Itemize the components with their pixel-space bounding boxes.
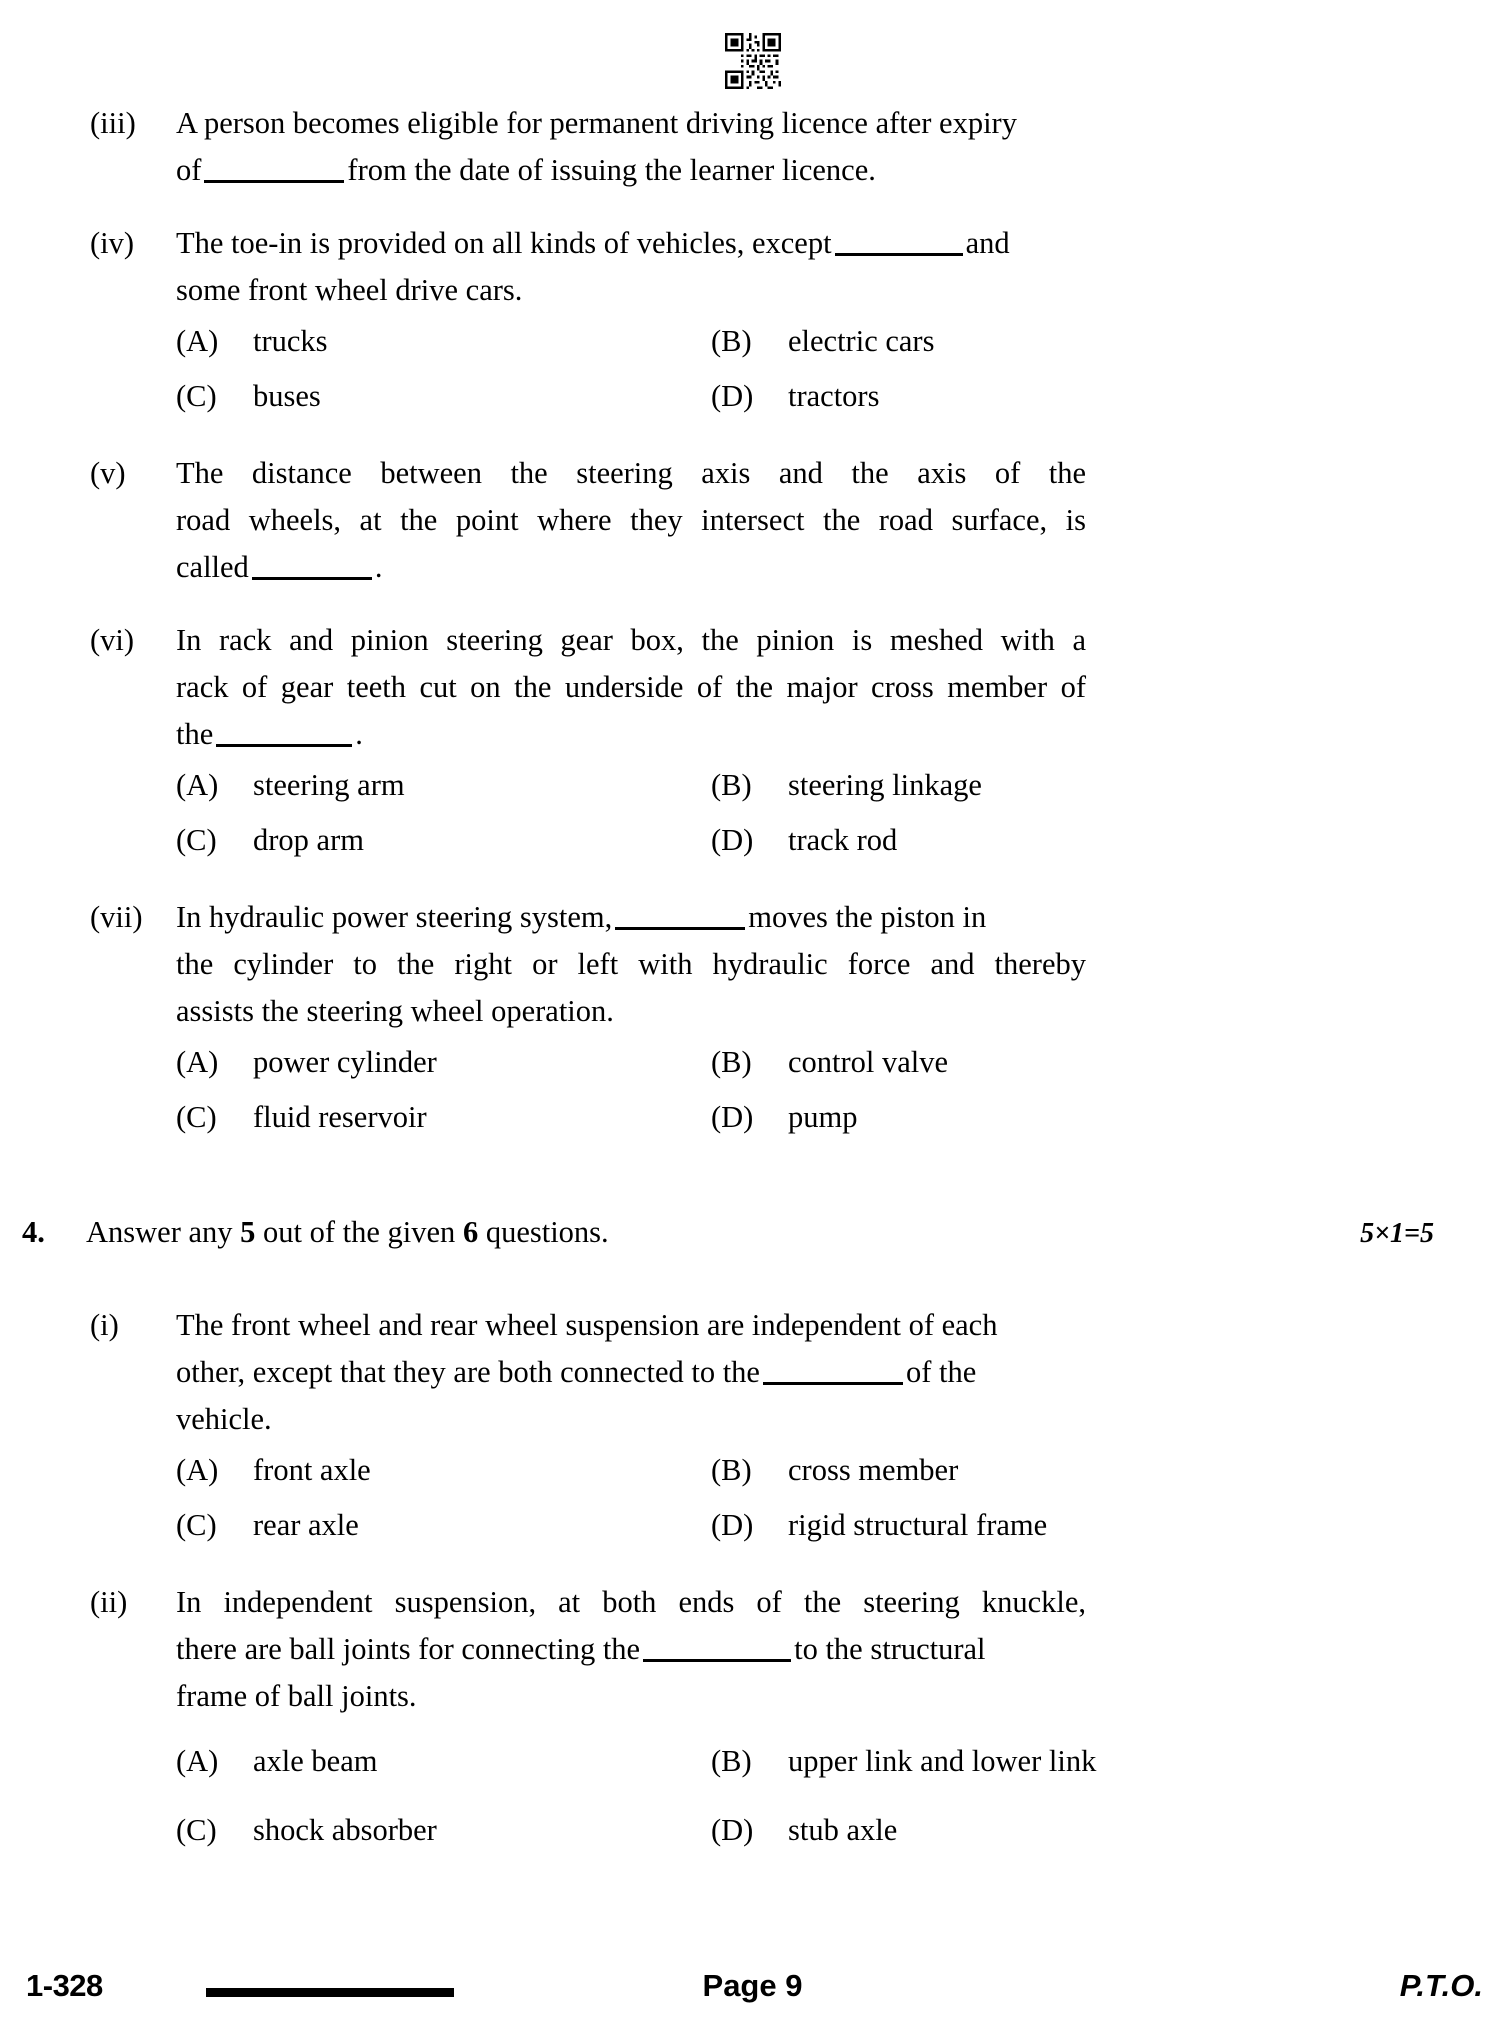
question-line-3-pre: called bbox=[176, 550, 249, 584]
option-key: (C) bbox=[176, 823, 217, 857]
option-label: control valve bbox=[788, 1045, 949, 1079]
option-a[interactable] bbox=[176, 1035, 711, 1090]
option-b[interactable] bbox=[711, 1443, 958, 1498]
question-marker: (i) bbox=[90, 1308, 119, 1342]
question-line-1: A person becomes eligible for permanent driving licence after expiry bbox=[176, 106, 1017, 140]
question-text bbox=[176, 617, 1086, 758]
option-key: (B) bbox=[711, 324, 752, 358]
option-label: pump bbox=[788, 1100, 858, 1134]
fill-in-blank bbox=[615, 903, 745, 930]
option-row bbox=[176, 1090, 1160, 1145]
question-line-3 bbox=[176, 544, 1086, 591]
options-3-vii bbox=[0, 1035, 1160, 1145]
question-line-1 bbox=[176, 894, 1086, 941]
option-key: (C) bbox=[176, 1813, 217, 1847]
option-key: (B) bbox=[711, 1045, 752, 1079]
question-marker: (vi) bbox=[90, 623, 135, 657]
question-3-v bbox=[0, 450, 1505, 591]
option-row bbox=[176, 314, 1160, 369]
option-b[interactable] bbox=[711, 1734, 1096, 1789]
option-a[interactable] bbox=[176, 758, 711, 813]
option-b[interactable] bbox=[711, 1035, 948, 1090]
option-key: (C) bbox=[176, 379, 217, 413]
question-line-2: rack of gear teeth cut on the underside of the major cross member of bbox=[176, 670, 1086, 704]
marks-allocation: 5×1=5 bbox=[1360, 1218, 1434, 1249]
option-key: (B) bbox=[711, 1744, 752, 1778]
options-3-vi bbox=[0, 758, 1160, 868]
option-key: (A) bbox=[176, 768, 219, 802]
option-label: trucks bbox=[253, 324, 328, 358]
question-line-2-pre: of bbox=[176, 153, 202, 187]
question-marker: (ii) bbox=[90, 1585, 128, 1619]
option-key: (B) bbox=[711, 1453, 752, 1487]
question-text bbox=[176, 1579, 1086, 1720]
options-4-i bbox=[0, 1443, 1160, 1553]
paper-code: 1-328 bbox=[26, 1968, 103, 2003]
question-3-iv bbox=[0, 220, 1505, 314]
count-total: 6 bbox=[462, 1215, 479, 1249]
question-line-3 bbox=[176, 711, 1086, 758]
option-a[interactable] bbox=[176, 314, 711, 369]
question-line-2-post: to the structural bbox=[794, 1632, 986, 1666]
option-d[interactable] bbox=[711, 1803, 897, 1858]
option-b[interactable] bbox=[711, 314, 934, 369]
instruction-part-2: out of the given bbox=[255, 1215, 463, 1249]
option-c[interactable] bbox=[176, 1498, 711, 1553]
question-4-i bbox=[0, 1302, 1505, 1443]
fill-in-blank bbox=[643, 1635, 791, 1662]
question-line-1: The toe-in is provided on all kinds of vehicles, except bbox=[176, 226, 832, 260]
question-line-3-post: . bbox=[355, 717, 363, 751]
option-label: tractors bbox=[788, 379, 880, 413]
option-row bbox=[176, 1498, 1160, 1553]
option-label: stub axle bbox=[788, 1813, 898, 1847]
option-label: buses bbox=[253, 379, 321, 413]
options-3-iv bbox=[0, 314, 1160, 424]
question-line-1-tail: and bbox=[965, 226, 1010, 260]
option-key: (D) bbox=[711, 1508, 754, 1542]
options-4-ii bbox=[0, 1734, 1160, 1858]
option-key: (A) bbox=[176, 1453, 219, 1487]
question-text bbox=[176, 1302, 1086, 1443]
option-label: steering linkage bbox=[788, 768, 982, 802]
question-3-vii bbox=[0, 894, 1505, 1035]
question-marker: (vii) bbox=[90, 900, 143, 934]
option-label: shock absorber bbox=[253, 1813, 437, 1847]
option-key: (D) bbox=[711, 379, 754, 413]
option-d[interactable] bbox=[711, 369, 879, 424]
question-line-2: road wheels, at the point where they intersect the road surface, is bbox=[176, 503, 1086, 537]
option-key: (C) bbox=[176, 1508, 217, 1542]
question-line-3: vehicle. bbox=[176, 1402, 272, 1436]
fill-in-blank bbox=[252, 553, 372, 580]
pto-label: P.T.O. bbox=[1399, 1968, 1483, 2003]
question-line-1-pre: In hydraulic power steering system, bbox=[176, 900, 613, 934]
question-line-2: some front wheel drive cars. bbox=[176, 273, 523, 307]
question-text bbox=[176, 450, 1086, 591]
question-line-3: assists the steering wheel operation. bbox=[176, 994, 614, 1028]
option-a[interactable] bbox=[176, 1443, 711, 1498]
question-marker: (v) bbox=[90, 456, 126, 490]
option-d[interactable] bbox=[711, 813, 897, 868]
option-label: steering arm bbox=[253, 768, 405, 802]
question-line-1: In independent suspension, at both ends of the steering knuckle, bbox=[176, 1585, 1086, 1619]
question-text bbox=[176, 100, 1086, 194]
question-line-2 bbox=[176, 1349, 1086, 1396]
instruction-part-1: Answer any bbox=[86, 1215, 241, 1249]
question-line-2-pre: other, except that they are both connected to the bbox=[176, 1355, 760, 1389]
option-label: front axle bbox=[253, 1453, 371, 1487]
question-3-vi bbox=[0, 617, 1505, 758]
question-line-2: the cylinder to the right or left with hydraulic force and thereby bbox=[176, 947, 1086, 981]
question-line-3: frame of ball joints. bbox=[176, 1679, 417, 1713]
question-line-3-pre: the bbox=[176, 717, 214, 751]
question-content bbox=[0, 100, 1505, 1858]
question-line-3-post: . bbox=[374, 550, 383, 584]
question-4-instruction bbox=[86, 1209, 1360, 1256]
question-line-1: The distance between the steering axis and the axis of the bbox=[176, 456, 1086, 490]
option-label: cross member bbox=[788, 1453, 959, 1487]
option-key: (A) bbox=[176, 324, 219, 358]
option-c[interactable] bbox=[176, 1803, 711, 1858]
option-label: upper link and lower link bbox=[788, 1744, 1097, 1778]
option-label: rear axle bbox=[253, 1508, 359, 1542]
page-footer bbox=[0, 1960, 1505, 2020]
option-row bbox=[176, 813, 1160, 868]
fill-in-blank bbox=[763, 1358, 903, 1385]
fill-in-blank bbox=[835, 229, 963, 256]
question-line-2-post: of the bbox=[905, 1355, 977, 1389]
option-label: track rod bbox=[788, 823, 898, 857]
option-row bbox=[176, 1734, 1160, 1789]
option-row bbox=[176, 758, 1160, 813]
question-line-2-pre: there are ball joints for connecting the bbox=[176, 1632, 641, 1666]
option-row bbox=[176, 1035, 1160, 1090]
question-text bbox=[176, 220, 1086, 314]
option-d[interactable] bbox=[711, 1498, 1047, 1553]
question-line-2-post: from the date of issuing the learner licence. bbox=[347, 153, 876, 187]
option-label: axle beam bbox=[253, 1744, 378, 1778]
option-row bbox=[176, 1443, 1160, 1498]
option-c[interactable] bbox=[176, 1090, 711, 1145]
question-line-1: In rack and pinion steering gear box, the pinion is meshed with a bbox=[176, 623, 1086, 657]
question-marker: (iii) bbox=[90, 106, 136, 140]
option-label: electric cars bbox=[788, 324, 935, 358]
option-b[interactable] bbox=[711, 758, 982, 813]
option-label: fluid reservoir bbox=[253, 1100, 427, 1134]
option-c[interactable] bbox=[176, 813, 711, 868]
option-key: (A) bbox=[176, 1045, 219, 1079]
instruction-part-3: questions. bbox=[478, 1215, 609, 1249]
question-line-1: The front wheel and rear wheel suspension are independent of each bbox=[176, 1308, 998, 1342]
question-4-ii bbox=[0, 1579, 1505, 1720]
qr-code bbox=[722, 33, 784, 89]
fill-in-blank bbox=[216, 720, 352, 747]
question-text bbox=[176, 894, 1086, 1035]
question-line-2 bbox=[176, 1626, 1086, 1673]
option-label: drop arm bbox=[253, 823, 364, 857]
option-row bbox=[176, 1803, 1160, 1858]
question-3-iii bbox=[0, 100, 1505, 194]
count-any: 5 bbox=[240, 1215, 256, 1249]
option-label: power cylinder bbox=[253, 1045, 437, 1079]
option-key: (D) bbox=[711, 823, 754, 857]
option-a[interactable] bbox=[176, 1734, 711, 1789]
option-c[interactable] bbox=[176, 369, 711, 424]
option-key: (C) bbox=[176, 1100, 217, 1134]
option-key: (D) bbox=[711, 1100, 754, 1134]
question-4-heading bbox=[0, 1209, 1440, 1256]
option-label: rigid structural frame bbox=[788, 1508, 1048, 1542]
question-line-1-post: moves the piston in bbox=[748, 900, 987, 934]
page-number: Page 9 bbox=[702, 1968, 803, 2003]
question-marker: (iv) bbox=[90, 226, 135, 260]
fill-in-blank bbox=[204, 156, 344, 183]
option-row bbox=[176, 369, 1160, 424]
option-key: (B) bbox=[711, 768, 752, 802]
option-d[interactable] bbox=[711, 1090, 857, 1145]
option-key: (A) bbox=[176, 1744, 219, 1778]
question-number: 4. bbox=[22, 1215, 45, 1249]
option-key: (D) bbox=[711, 1813, 754, 1847]
